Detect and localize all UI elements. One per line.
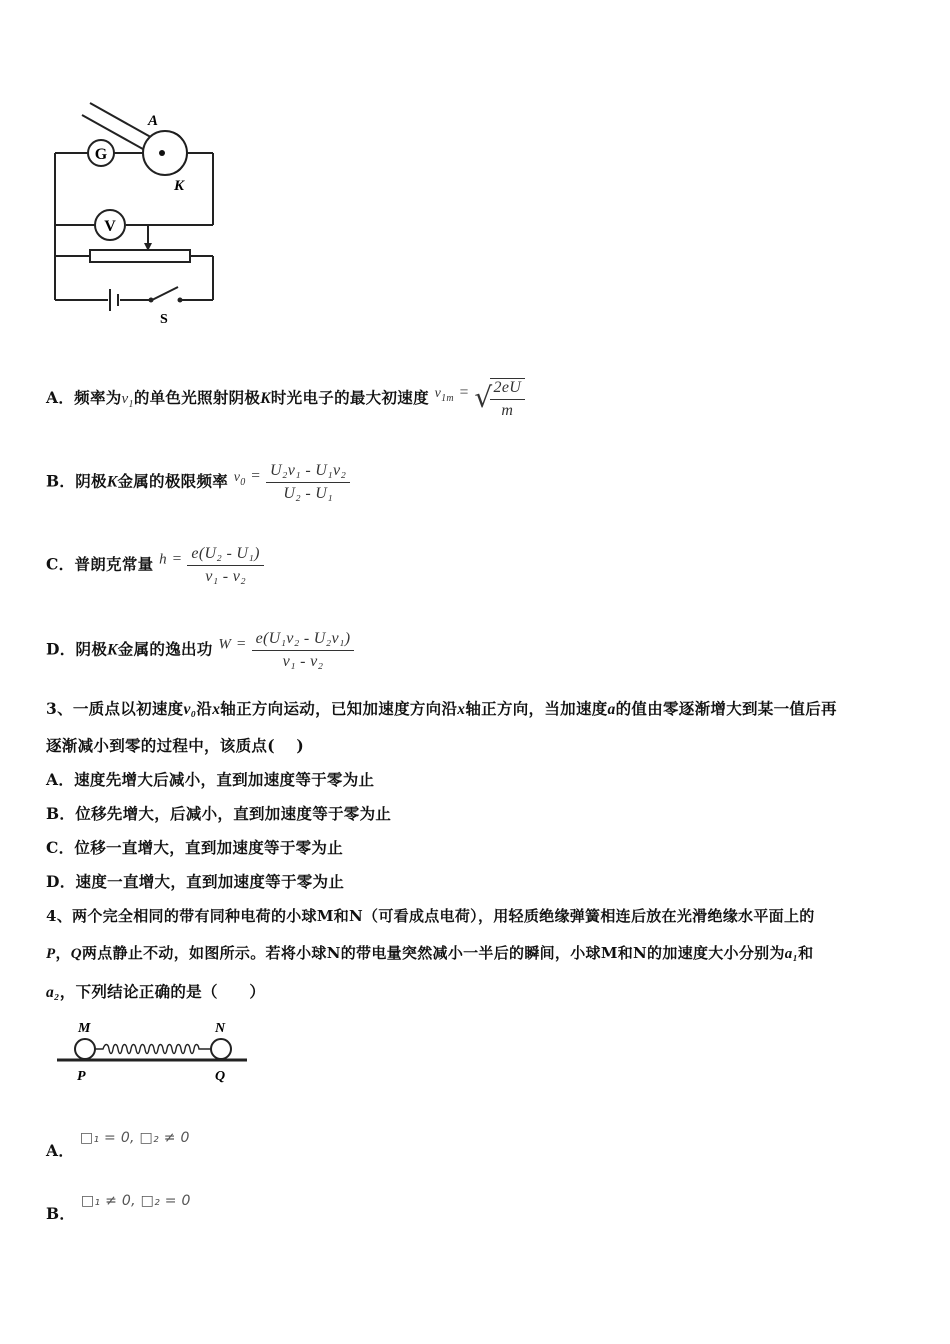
q2-option-d: D．阴极K金属的逸出功 W = $\frac{\text{e(U₁ν₂ - U₂ν₁)}}{\text{ν₁ - ν₂}}$	[46, 630, 354, 671]
point-p-label: P	[77, 1069, 86, 1084]
q4-stem-line2: P，Q两点静止不动，如图所示。若将小球N的带电量突然减小一半后的瞬间，小球M和N的加速度大小分别为a₁和	[46, 944, 814, 962]
q4-stem-line3: a₂，下列结论正确的是（ ）	[46, 982, 266, 1001]
q3-stem-line1: 3、一质点以初速度v₀沿x轴正方向运动，已知加速度方向沿x轴正方向，当加速度a的值由零逐渐增大到某一值后再	[46, 699, 837, 718]
q4-stem-line1: 4、两个完全相同的带有同种电荷的小球M和N（可看成点电荷），用轻质绝缘弹簧相连后放在光滑绝缘水平面上的	[46, 907, 815, 925]
anode-label: A	[148, 113, 159, 129]
q3-option-d: D．速度一直增大，直到加速度等于零为止	[46, 872, 345, 891]
voltmeter-label: V	[104, 218, 116, 235]
galvanometer-label: G	[94, 146, 108, 163]
q3-option-a: A．速度先增大后减小，直到加速度等于零为止	[46, 770, 375, 789]
q4-option-b: B． □₁ ≠ 0, □₂ = 0	[46, 1193, 191, 1223]
q3-option-b: B．位移先增大，后减小，直到加速度等于零为止	[46, 804, 392, 823]
q2-option-c: C．普朗克常量 h = $\frac{\text{e(U₂ - U₁)}}{\text{ν₁ - ν₂}}$	[46, 545, 264, 586]
point-q-label: Q	[215, 1069, 226, 1084]
spring-balls-figure	[55, 1018, 250, 1086]
q3-stem-line2: 逐渐减小到零的过程中，该质点( )	[46, 736, 304, 755]
cathode-label: K	[174, 178, 185, 194]
photoelectric-circuit-figure	[40, 95, 225, 330]
ball-n-label: N	[215, 1021, 226, 1036]
switch-label: S	[160, 312, 168, 327]
q2-option-a: A．频率为$\nu_1$的单色光照射阴极K时光电子的最大初速度 $v_{1m}$ = √ $\frac{2eU}{m}$	[46, 378, 525, 420]
q4-option-a: A． □₁ = 0, □₂ ≠ 0	[46, 1130, 190, 1160]
q2-option-b: B．阴极K金属的极限频率 $\nu_0$ = $\frac{\text{U₂ν₁ - U₁ν₂}}{\text{U₂ - U₁}}$	[46, 462, 350, 503]
q3-option-c: C．位移一直增大，直到加速度等于零为止	[46, 838, 344, 857]
ball-m-label: M	[78, 1021, 91, 1036]
